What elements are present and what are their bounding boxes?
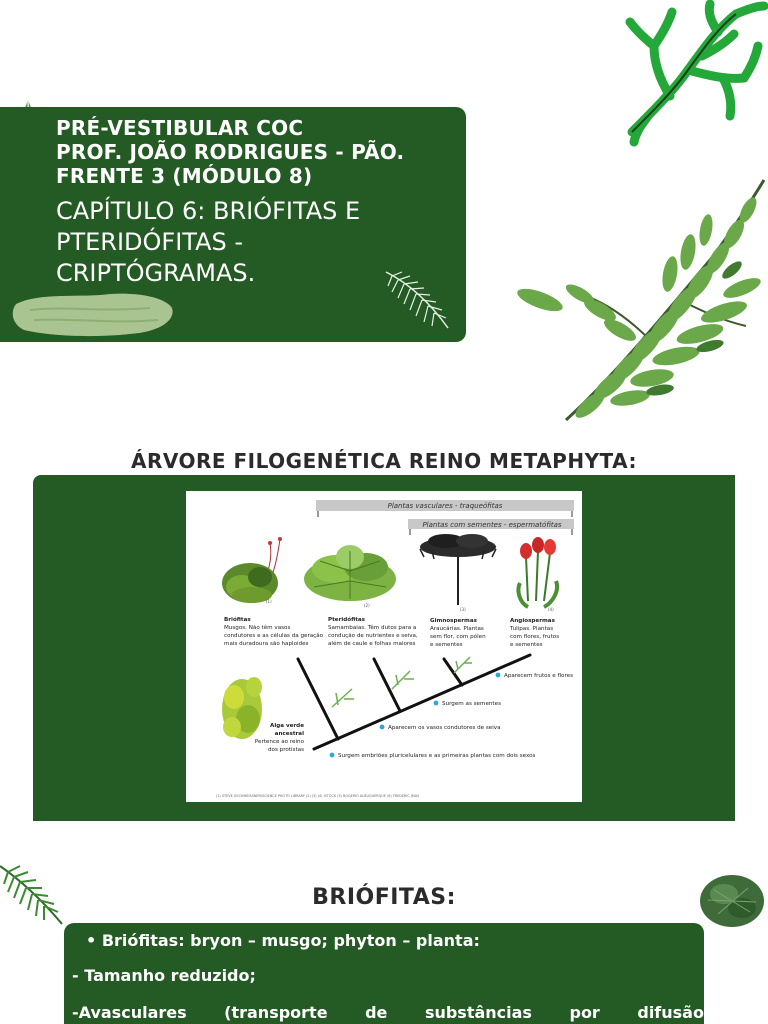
moss-plant-illustration bbox=[222, 537, 282, 603]
group-desc-pteridofitas-3: além de caule e folhas maiores bbox=[328, 641, 416, 647]
bullet-marker: • bbox=[86, 931, 97, 950]
group-desc-angiospermas-2: com flores, frutos bbox=[510, 634, 560, 640]
group-desc-briofitas-2: condutores e as células da geração bbox=[224, 633, 324, 639]
avascular-word: substâncias bbox=[424, 1003, 532, 1022]
avascular-word: -Avasculares bbox=[72, 1003, 187, 1022]
group-name-pteridofitas: Pteridófitas bbox=[328, 617, 366, 623]
ancestor-desc-1: Pertence ao reino bbox=[254, 739, 304, 745]
chapter-line-3: CRIPTÓGRAMAS. bbox=[56, 259, 256, 287]
avascular-word: (transporte bbox=[224, 1003, 328, 1022]
branching-plant-decoration bbox=[614, 0, 768, 156]
svg-text:(4): (4) bbox=[548, 607, 554, 612]
avascular-word: de bbox=[365, 1003, 388, 1022]
briofitas-bullet-item bbox=[86, 931, 480, 950]
event-fruits-flowers: Aparecem frutos e flores bbox=[504, 673, 573, 679]
group-desc-gimnospermas-3: e sementes bbox=[430, 642, 463, 648]
ancestor-name-2: ancestral bbox=[274, 731, 304, 737]
group-desc-gimnospermas-1: Araucárias. Plantas bbox=[430, 626, 484, 632]
chapter-title bbox=[56, 196, 456, 289]
svg-text:(3): (3) bbox=[460, 607, 466, 612]
avascular-word: difusão bbox=[637, 1003, 704, 1022]
svg-text:(2): (2) bbox=[364, 603, 370, 608]
group-name-gimnospermas: Gimnospermas bbox=[430, 618, 477, 624]
ancestor-desc-2: dos protistas bbox=[267, 747, 304, 753]
group-desc-pteridofitas-2: condução de nutrientes e seiva, bbox=[328, 633, 418, 639]
seeds-bracket-label: Plantas com sementes - espermatófitas bbox=[422, 521, 562, 529]
araucaria-tree-illustration bbox=[420, 534, 496, 605]
group-desc-gimnospermas-2: sem flor, com pólen bbox=[430, 634, 486, 640]
fern-decoration-right bbox=[510, 170, 768, 432]
green-algae-illustration bbox=[222, 677, 262, 739]
phylogenetic-tree-diagram bbox=[186, 491, 582, 802]
course-line-2: PROF. JOÃO RODRIGUES - PÃO. bbox=[56, 140, 405, 164]
group-name-angiospermas: Angiospermas bbox=[510, 618, 555, 624]
briofitas-section-heading: BRIÓFITAS: bbox=[312, 885, 456, 910]
photo-credits: (1) STEVE GSCHMEISSNER/SCIENCE PHOTO LIBRARY (2) (3) (4) ISTOCK (5) ROGERIO ALBUQUERQUE (6) FREDERIC JEAN bbox=[216, 794, 419, 798]
moss-decoration bbox=[10, 290, 176, 338]
sprig-icons bbox=[332, 657, 472, 707]
course-title bbox=[56, 116, 456, 188]
group-name-briofitas: Briófitas bbox=[224, 617, 251, 623]
fern-plant-illustration bbox=[304, 545, 396, 601]
chapter-line-2: PTERIDÓFITAS - bbox=[56, 228, 244, 256]
chapter-line-1: CAPÍTULO 6: BRIÓFITAS E bbox=[56, 197, 361, 225]
event-embryos: Surgem embriões pluricelulares e as primeiras plantas com dois sexos bbox=[338, 753, 536, 759]
course-line-1: PRÉ-VESTIBULAR COC bbox=[56, 116, 304, 140]
tree-section-heading: ÁRVORE FILOGENÉTICA REINO METAPHYTA: bbox=[130, 449, 637, 473]
briofitas-etymology: Briófitas: bryon – musgo; phyton – planta: bbox=[101, 931, 480, 950]
event-vascular: Aparecem os vasos condutores de seiva bbox=[388, 725, 501, 731]
group-desc-briofitas-3: mais duradoura são haploides bbox=[224, 641, 309, 647]
tulip-flowers-illustration bbox=[518, 537, 557, 607]
event-seeds: Surgem as sementes bbox=[442, 701, 501, 707]
briofitas-avascular-line bbox=[72, 1003, 704, 1022]
group-desc-angiospermas-3: e sementes bbox=[510, 642, 543, 648]
avascular-word: por bbox=[569, 1003, 600, 1022]
briofitas-size-line: - Tamanho reduzido; bbox=[72, 966, 256, 985]
ancestor-name-1: Alga verde bbox=[270, 723, 304, 729]
vascular-bracket-label: Plantas vasculares - traqueófitas bbox=[387, 502, 503, 510]
course-line-3: FRENTE 3 (MÓDULO 8) bbox=[56, 164, 313, 188]
group-desc-briofitas-1: Musgos. Não têm vasos bbox=[224, 625, 291, 631]
group-desc-angiospermas-1: Tulipas. Plantas bbox=[510, 626, 554, 632]
svg-text:(1): (1) bbox=[266, 599, 272, 604]
group-desc-pteridofitas-1: Samambaias. Têm dutos para a bbox=[328, 625, 417, 631]
